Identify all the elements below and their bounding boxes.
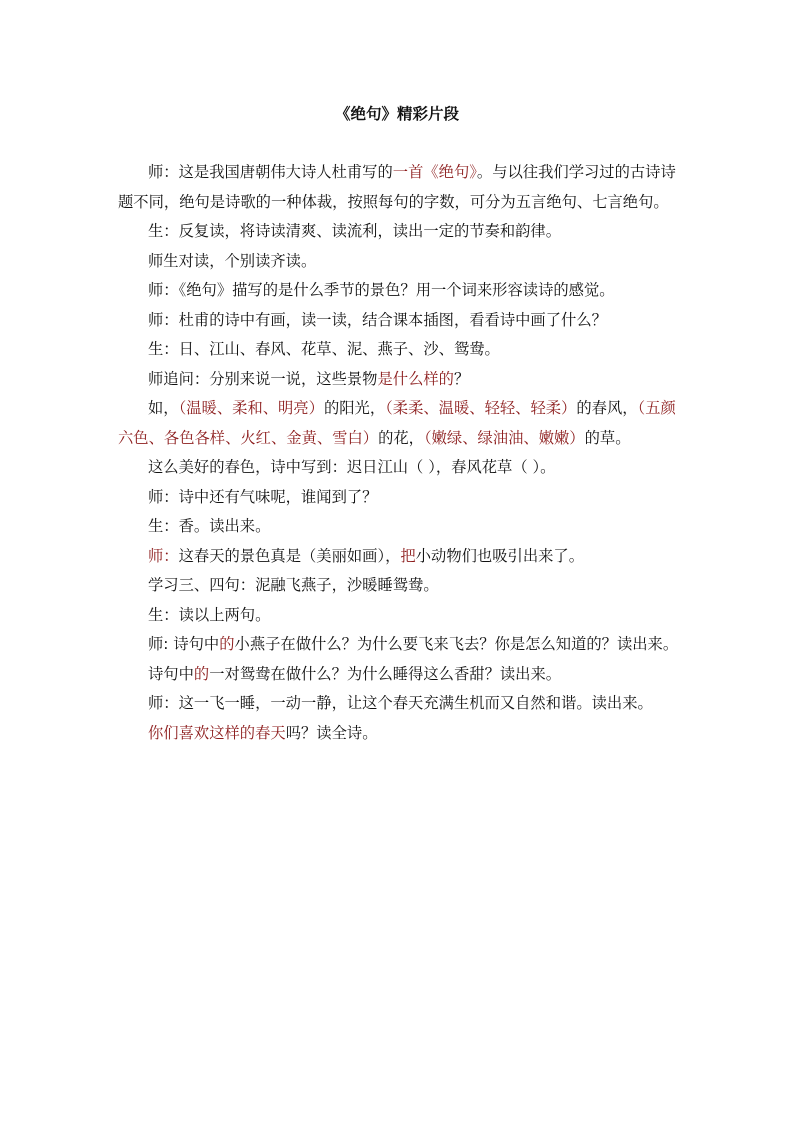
text-run: 吗？读全诗。 [285,723,378,742]
text-run: 诗句中 [148,664,194,683]
paragraph-swallow-question [118,630,688,660]
document-body [118,158,688,748]
paragraph-picture-question [118,306,688,336]
document-title: 《绝句》精彩片段 [334,105,459,123]
paragraph-season-question [118,276,688,306]
text-run: 小动物们也吸引出来了。 [415,546,585,565]
text-run: 的春风， [576,399,638,417]
text-run: ？ [453,369,470,388]
text-run: 的花， [378,428,424,447]
text-run: 师追问：分别来说一说，这些景物 [148,369,378,388]
text-run-highlight: 的 [193,664,210,683]
text-run: 这春天的景色真是（美丽如画）， [178,546,401,565]
text-run: 学习三、四句：泥融飞燕子，沙暖睡鸳鸯。 [148,576,439,594]
text-run: 的草。 [584,428,631,447]
paragraph-smell-answer [118,512,688,542]
paragraph-read-repeat [118,217,688,247]
text-run: 生：日、江山、春风、花草、泥、燕子、沙、鸳鸯。 [148,340,500,358]
paragraph-follow-up [118,365,688,395]
text-run: 这么美好的春色，诗中写到：迟日江山（ ），春风花草（ ）。 [148,458,556,476]
text-run-highlight: 你们喜欢这 [148,723,225,742]
text-run-highlight: 是什么样的 [377,369,454,388]
paragraph-intro [118,158,688,217]
text-run-highlight: （五颜六色、各色各样、火红、金黄、雪白） [118,399,676,447]
text-run: 生：香。读出来。 [148,517,271,535]
paragraph-examples [118,394,688,453]
text-run-highlight: 的 [219,635,235,653]
paragraph-pair-reading [118,247,688,277]
text-run: 师：诗中还有气味呢，谁闻到了？ [148,487,378,506]
text-run: 的阳光， [323,399,386,417]
paragraph-fill-blank [118,453,688,483]
text-run: 师：这是我国唐朝伟大诗人杜甫写的 [148,163,393,181]
text-run: 小燕子在做什么？为什么要飞来飞去？你是怎么知道的？读出来。 [234,635,679,653]
text-run: 师：这一飞一睡，一动一静，让这个春天充满生机而又自然和谐。读出来。 [148,694,653,712]
paragraph-closing [118,719,688,749]
text-run: 生：读以上两句。 [148,605,271,624]
text-run: 师：《绝句》描写的是什么季节的景色？用一个词来形容读诗的感觉。 [148,281,615,299]
text-run: 。与以往我们学习过的古诗诗题不同，绝句是诗歌的一种体裁，按照每句的字数，可分为五言绝句、七言绝句。 [118,163,676,211]
text-run: 如， [148,399,179,417]
text-run-highlight: 师： [148,546,179,565]
paragraph-duck-question [118,660,688,690]
text-run: 师: 诗句中 [148,635,220,653]
text-run: 师：杜甫的诗中有画，读一读，结合课本插图，看看诗中画了什么？ [148,310,607,329]
text-run-highlight: （柔柔、温暖、轻轻、轻柔） [385,399,577,417]
text-run-highlight: （温暖、柔和、明亮） [178,399,324,417]
paragraph-smell-question [118,483,688,513]
text-run-highlight: 样的春天 [224,723,286,742]
paragraph-scenery-answer [118,335,688,365]
paragraph-harmony [118,689,688,719]
paragraph-lines-three-four [118,571,688,601]
text-run: 生：反复读，将诗读清爽、读流利，读出一定的节奏和韵律。 [148,222,562,240]
text-run: 一对鸳鸯在做什么？为什么睡得这么香甜？读出来。 [209,664,562,683]
text-run-highlight: 把 [400,546,416,565]
text-run-highlight: （嫩绿、绿油油、嫩嫩） [423,428,585,447]
paragraph-spring-scene [118,542,688,572]
paragraph-read-two-lines [118,601,688,631]
text-run-highlight: 一首《绝句》 [392,163,477,181]
text-run: 师生对读，个别读齐读。 [148,251,317,270]
